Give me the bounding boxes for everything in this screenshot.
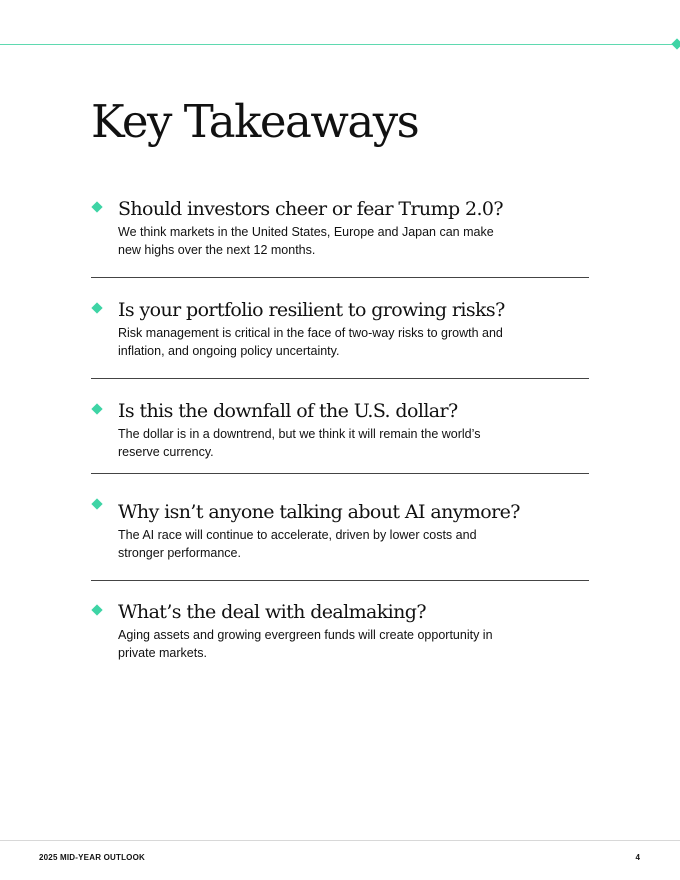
diamond-bullet-icon	[91, 302, 102, 313]
takeaway-question: Is this the downfall of the U.S. dollar?	[118, 400, 458, 422]
top-accent-rule	[0, 44, 676, 45]
diamond-bullet-icon	[91, 201, 102, 212]
page-number: 4	[635, 853, 640, 862]
section-divider	[91, 378, 589, 379]
diamond-bullet-icon	[91, 604, 102, 615]
takeaway-answer: Aging assets and growing evergreen funds will create opportunity in private markets.	[118, 628, 493, 660]
takeaway-answer: The dollar is in a downtrend, but we think it will remain the world’s reserve currency.	[118, 427, 481, 459]
takeaway-answer: We think markets in the United States, Europe and Japan can make new highs over the next 12 months.	[118, 225, 494, 257]
diamond-bullet-icon	[91, 498, 102, 509]
section-divider	[91, 473, 589, 474]
diamond-bullet-icon	[91, 403, 102, 414]
section-divider	[91, 277, 589, 278]
section-divider	[91, 580, 589, 581]
footer-rule	[0, 840, 680, 841]
page-title: Key Takeaways	[91, 95, 419, 148]
takeaway-question: What’s the deal with dealmaking?	[118, 601, 426, 623]
takeaway-question: Is your portfolio resilient to growing risks?	[118, 299, 505, 321]
footer-label: 2025 MID-YEAR OUTLOOK	[39, 853, 145, 862]
takeaway-answer: Risk management is critical in the face of two-way risks to growth and inflation, and ongoing policy uncertainty.	[118, 326, 503, 358]
takeaway-question: Why isn’t anyone talking about AI anymore?	[118, 501, 520, 523]
diamond-icon	[671, 38, 680, 49]
takeaway-answer: The AI race will continue to accelerate, driven by lower costs and stronger performance.	[118, 528, 477, 560]
takeaway-question: Should investors cheer or fear Trump 2.0?	[118, 198, 503, 220]
